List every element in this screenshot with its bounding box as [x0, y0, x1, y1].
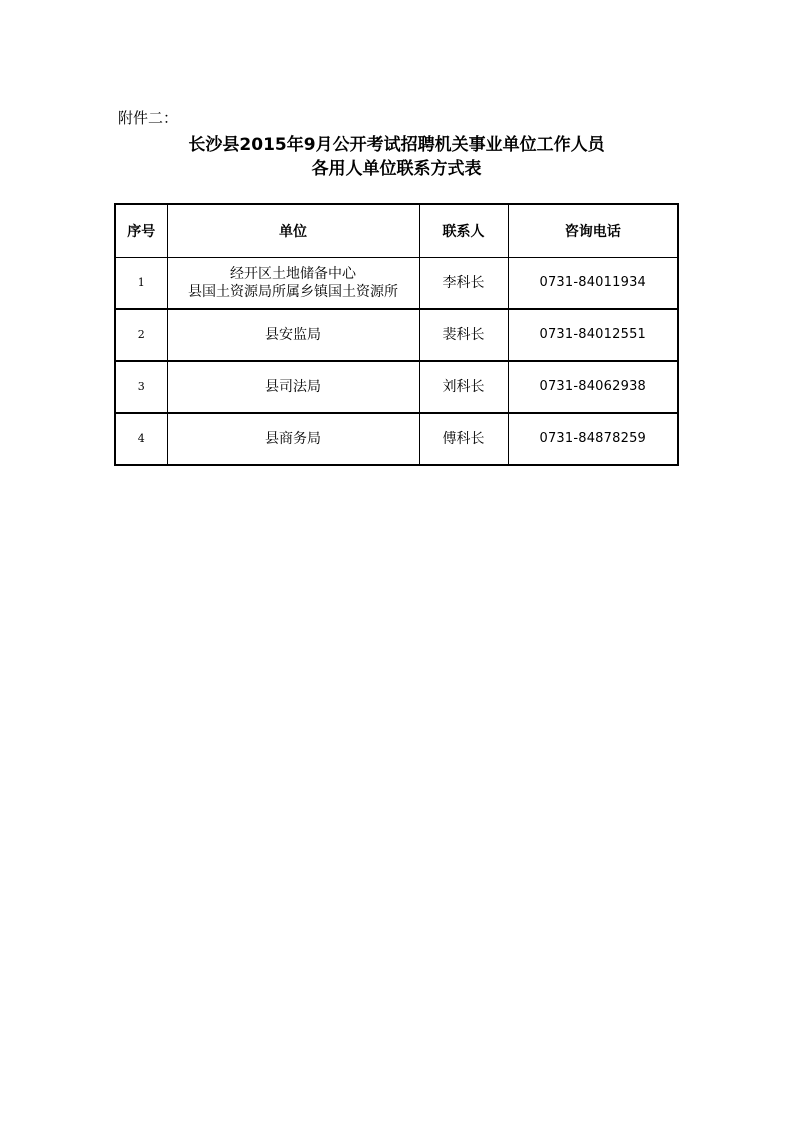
row-contact: 李科长	[419, 258, 508, 310]
row-contact: 傅科长	[419, 413, 508, 465]
table-row	[115, 413, 678, 465]
row-unit	[167, 258, 419, 310]
row-phone: 0731-84062938	[508, 361, 678, 413]
row-phone: 0731-84011934	[508, 258, 678, 310]
header-unit: 单位	[167, 204, 419, 258]
row-unit	[167, 361, 419, 413]
document-title-line-1: 长沙县2015年9月公开考试招聘机关事业单位工作人员	[188, 135, 605, 155]
row-phone: 0731-84012551	[508, 309, 678, 361]
header-number: 序号	[115, 204, 167, 258]
row-unit-line: 县商务局	[265, 431, 321, 447]
row-number: 4	[115, 413, 167, 465]
header-phone: 咨询电话	[508, 204, 678, 258]
table-header-row	[115, 204, 678, 258]
document-title-line-2: 各用人单位联系方式表	[311, 159, 482, 179]
row-unit-line: 县国土资源局所属乡镇国土资源所	[188, 284, 398, 300]
row-phone: 0731-84878259	[508, 413, 678, 465]
header-contact: 联系人	[419, 204, 508, 258]
row-unit-line: 县司法局	[265, 379, 321, 395]
row-unit	[167, 309, 419, 361]
row-number: 2	[115, 309, 167, 361]
table-row	[115, 361, 678, 413]
table-row	[115, 309, 678, 361]
row-contact: 刘科长	[419, 361, 508, 413]
row-unit-line: 县安监局	[265, 327, 321, 343]
row-unit	[167, 413, 419, 465]
contacts-table	[114, 203, 679, 466]
row-number: 3	[115, 361, 167, 413]
row-unit-line: 经开区土地储备中心	[230, 266, 356, 282]
row-contact: 裴科长	[419, 309, 508, 361]
table-row	[115, 258, 678, 310]
row-number: 1	[115, 258, 167, 310]
attachment-label: 附件二：	[118, 109, 179, 127]
